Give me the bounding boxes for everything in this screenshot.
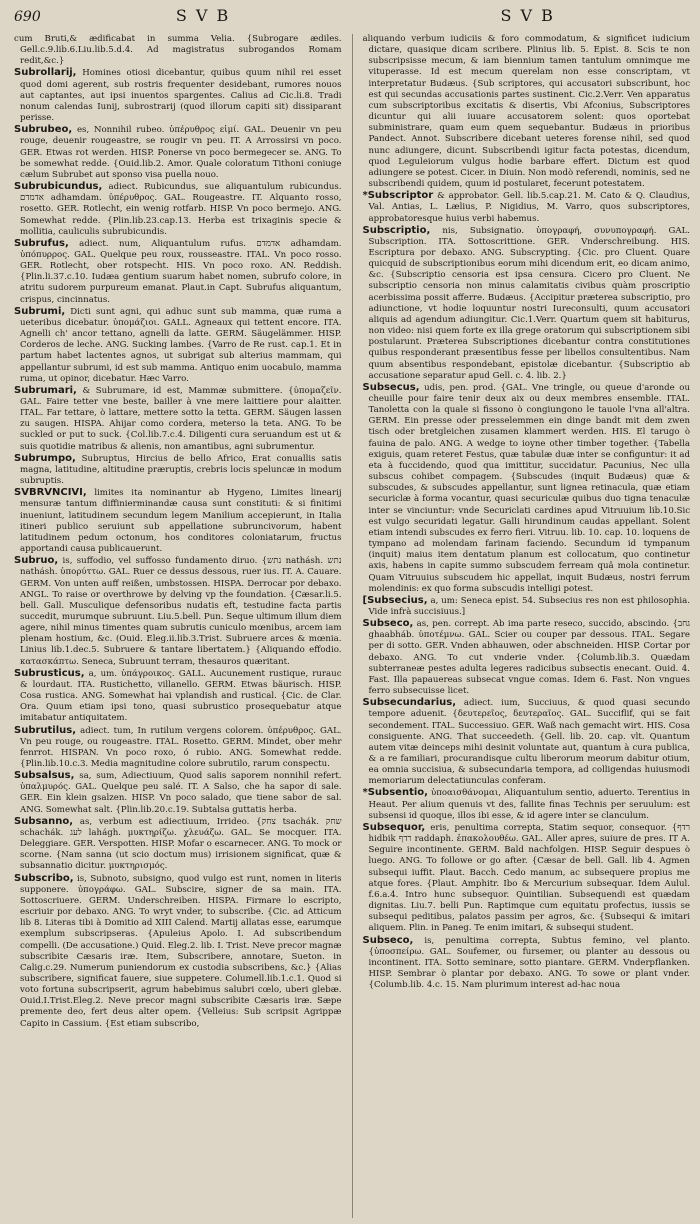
headword: Subrubicundus, [14,181,103,193]
dictionary-entry [14,34,342,67]
headword: SVBRVNCIVI, [14,487,87,499]
running-head-right: S V B [500,6,555,25]
headword: [Subsecius, [362,594,428,606]
headword: Subrumari, [14,384,77,396]
dictionary-entry [363,34,691,190]
dictionary-entry [363,595,691,618]
page-number: 690 [14,9,41,25]
dictionary-entry [363,618,691,697]
entry-text: as, pen. corrept. Ab ima parte reseco, succido, abscindo. {גחב ghaabháb. ὑποτέμνω. GAL. Scier ou couper par dessous. ITAL. Segare per di sotto. GER. Vnden abhauwen, oder abschneiden. HISP. Cortar por debaxo. ANG. To cut vnderie vnder. {Columb.lib.3. Quædam subterraneæ pestes adulta legeres radicibus subsectis enecant. Ouid. 4. Fast. Illa papauereas subsecat vngue comas. Idem 6. Fast. Non vngues ferro subsecuisse licet. [368,619,690,697]
entry-text: & Subrumare, id est, Mammæ submittere. {ὑπομαζεῖν. GAL. Faire tetter vne beste, bailler à vne mere laittiere pour alaitter. ITAL. Far tettare, ò lattare, mettere sotto la tetta. GERM. Säugen lassen zu saugen. HISPA. Ahijar como cordera, meterso la teta. ANG. To be suckled or put to suck. {Col.lib.7.c.4. Diligenti cura seruandum est ut & suis quotidie matribus & alienis, non amantibus, agni subrumentur. [20,385,342,452]
entry-text: eris, penultima correpta, Statim sequor, consequor. {רדף hidbik רדף raddaph. ἐπακολουθέω. GAL. Aller apres, suiure de pres. IT A. Seguire incontinente. GERM. Bald nachfolgen. HISP. Seguir despues ò luego. ANG. To followe or go after. {Cæsar de bell. Gall. lib 4. Agmen subsequi iuffit. Plaut. Bacch. Cedo manum, ac subsequere propius me atque fores. {Plaut. Amphitr. Ibo & Mercurium subsequar. Idem Aulul. f.6.a.4. Intro hunc subsequor. Quintilian. Subsequendi est quædam dignitas. Liu.7. belli Pun. Raptimque cum equitatu profectus, iussis se subsequi peditibus, palatos passim per agros, &c. {Subsequi & imitari aliquem. Plin. in Paneg. Te enim imitari, & subsequi student. [368,822,690,934]
headword: Subsalsus, [14,770,75,782]
headword: Subscribo, [14,872,74,884]
entry-text: cum Bruti,& ædificabat in summa Velia. {Subrogare ædiles. Gell.c.9.lib.6.Liu.lib.5.d.4. Ad magistratus subrogandos Romam redit,&c.} [14,34,342,67]
entry-text: a, um. ὑπάγροικος. GALL. Aucunement rustique, rurauc & lourdaut. ITA. Rustichetto, villanello. GERM. Etwas bäurisch. HISP. Cosa rustica. ANG. Somewhat hai vplandish and rustical. {Cic. de Clar. Ora. Quum etiam ipsi tono, quasi subrustico prosequebatur atque imitabatur antiquitatem. [20,668,342,724]
entry-text: aliquando verbum iudiciis & foro commodatum, & significet iudicium dictare, quasique dicam scribere. Plinius lib. 5. Epist. 8. Scis te non subscripsisse mecum, & iam biennium tamen tantulum omnimque me vituperasse. Id est mecum querelam non esse conscriptam, vt interpretatur Budæus. {Sub scriptores, qui accusatori subscribunt, hoc est qui secundas accusationis partes sustinent. Cic.2.Verr. Ven apparatus cum subscriptoribus excitatis & disertis, Vbi Afconius, Subscriptores dicuntur qui alii iuuare accusatorem solent: quos oportebat subministrare, quam eum quem sequebantur. Budæus in prioribus Pandect. Annot. Subscribere dicebant ueteres forense nihil, sed quod nunc adiungere, dicunt. Subscribendi igitur facta potestas, dicendum, quod Leguleiorum vulgus hodie barbare effert. Dictum est quod adiungere se potest. Cicer. in Diuin. Non modò referendi, nominis, sed ne subscribendi quidem, quum id postularet, fecerunt potestatem. [362,34,690,190]
dictionary-entry [363,787,691,821]
headword: Subsanno, [14,815,74,827]
headword: Subscriptio, [362,224,431,236]
right-column [363,34,691,1218]
entry-text: ὑποαισθάνομαι, Aliquantulum sentio, aduerto. Terentius in Heaut. Per alium quenuis vt des, fallite finas Technis per seruulum: est subsensi id quoque, illos ibi esse, & id agere inter se clanculum. [368,788,690,821]
headword: Subsequor, [362,821,426,833]
dictionary-entry [14,555,342,668]
entry-text: & approbator. Gell. lib.5.cap.21. M. Cato & Q. Claudius, Val. Antias, L. Lælius, P. Nigidius, M. Varro, quos subscriptores, approbatoresque huius verbi habemus. [368,191,690,224]
dictionary-entry [14,770,342,816]
headword: Subrusticus, [14,667,85,679]
text-columns [14,34,690,1218]
entry-text: Subruptus, Hircius de bello Africo, Erat conuallis satis magna, latitudine, altitudine præruptis, crebris locis speluncæ in modum subruptis. [20,453,342,487]
dictionary-entry [363,822,691,935]
dictionary-entry [14,453,342,487]
dictionary-entry [14,725,342,771]
entry-text: adiect. num, Aliquantulum rufus. אדמדם adhamdam. ὑπόπυρρος. GAL. Quelque peu roux, rousseastre. ITAL. Vn poco rosso. GER. Rotlecht, ober rotspecht. HIS. Vn poco roxo. AN. Reddish. {Plin.li.37.c.10. Iudæa gentium suarum habet nomen, subrufo colore, in atritu sudorem purpureum emanat. Plaut.in Capt. Subrufus aliquantum, crispus, cincinnatus. [20,238,342,305]
dictionary-entry [14,816,342,873]
entry-text: is, penultima correpta, Subtus femino, vel planto. {ὑποσπείρω. GAL. Soufemer, ou fursemer, ou planter au dessous ou incontinent. ITA. Sotto seminare, sotto piantare. GERM. Vnderpflanken. HISP. Sembrar ò plantar por debaxo. ANG. To sowe or plant vnder. {Columb.lib. 4.c. 15. Nam plurimum interest ad-hac noua [368,935,690,991]
entry-text: a, um: Seneca epist. 54. Subsecius res non est philosophia. Vide infrà succisiuus.] [368,595,690,617]
entry-text: adiect. tum, In rutilum vergens colorem. ὑπέρυθρος. GAL. Vn peu rouge, ou rougeastre. ITAL. Rosetto. GERM. Mindet, ober mehr fenrrot. HISPAN. Vn poco roxo, ó rubio. ANG. Somewhat redde. {Plin.lib.10.c.3. Media magnitudine colore subrutilo, rarum conspectu. [20,725,342,769]
headword: Subseco, [362,934,414,946]
column-divider [352,34,353,1218]
headword: *Subsentio, [362,787,428,799]
dictionary-entry [14,306,342,385]
headword: Subrubeo, [14,124,73,136]
running-head-left: S V B [175,6,231,25]
entry-text: udis, pen. prod. {GAL. Vne tringle, ou queue d'aronde ou cheuille pour faire tenir deux aix ou deux membres ensemble. ITAL. Tanoletta con la quale si fissono ò congiungono le tauole l'vna all'altra. GERM. Ein presse oder presselemmen ein dinge bandt mit dem zwen tisch oder bretgleichen zusamen klammert werden. HIS. El tarugo ò fauina de palo. ANG. A wedge to ioyne other timber together. {Tabella exiguis, quam reteret Festus, quæ tabulæ duæ inter se configuntur: it ad eta à fuccidendo, quod qua imittitur, succidatur. Pacunius, Nec ulla subscus cohibet compagem. {Subscudes (inquit Budæus) quæ & subscudes, & subscudes appellantur, sunt lignea retinacula, quæ etiam securiclæ à forma vocantur, quasi securiculæ quibus duo tigna tenaculæ inter se vinciuntur: vnde Securiclati cardines apud Vitruuium lib.10.Sic est vulgo securidati legatur. Galli hirundinum caudas appellant. Solent etiam intendi subscudes ex ferro fieri. Vitruu. lib. 10. cap. 10. loquens de tympano ad molendam farinam faciendo. Secundum id tympanum (inquit) maius item dentatum planum est collocatum, quo continetur axis, habens in capite summo subscudem ferream quâ mola continetur. Quam Vitruuius subscudem hic appellat, inquit Budæus, nostri ferrum molendinis: ex quo forma subscudis intelligi potest. [368,382,690,594]
running-header [14,6,690,34]
dictionary-entry [14,668,342,725]
dictionary-entry [14,181,342,238]
entry-text: is, Subnoto, subsigno, quod vulgo est runt, nomen in literis supponere. ὑπογράφω. GAL. Subscire, signer de sa main. ITA. Sottoscriuere. GERM. Underschreiben. HISPA. Firmare lo escripto, escriuir por debaxo. ANG. To wryt vnder, to subscribe. {Cic. ad Atticum lib 8. Literas tibi à Domitio ad XIII Calend. Martij allatas esse, earumque exemplum subscripseras. {Apuleius Apolo. I. Ad subscribendum compelli. (De accusatione.) Quid. Eleg.2. lib. I. Trist. Neve precor magnæ subscribite Cæsaris iræ. Item, Subscribere, annotare, Sueton. in Calig.c.29. Numerum puniendorum ex custodia subscribens, &c.} {Alias subscribere, significat fauere, siue suppetere. Columell.lib.1.c.1. Quod si voto fortuna subscripserit, agrum habebimus salubri cœlo, uberi glebæ. Ouid.I.Trist.Eleg.2. Neve precor magni subscribite Cæsaris iræ. Sæpe premente deo, fert deus alter opem. {Velleius: Sub scripsit Agrippæ Capito in Cassium. {Est etiam subscribo, [20,873,342,1029]
entry-text: Homines otiosi dicebantur, quibus quum nihil rei esset quod domi agerent, sub rostris frequenter desidebant, rumores nouos aut captantes, aut ipsi inuentos spargentes. Calius ad Cic.li.8. Tradi nonum calendas Iunij, subrostrarij (quod illorum capiti sit) dissiparant perisse. [20,68,342,124]
headword: Subsecus, [362,381,420,393]
dictionary-entry [14,238,342,306]
headword: Subsecundarius, [362,697,457,709]
dictionary-entry [363,225,691,382]
dictionary-entry [363,382,691,595]
dictionary-entry [14,124,342,181]
headword: Subrollarij, [14,67,77,79]
headword: Subrumpo, [14,452,76,464]
entry-text: sa, sum, Adiectiuum, Quod salis saporem nonnihil refert. ὑπαλμυρός. GAL. Quelque peu salé. IT. A Salso, che ha sapor di sale. GER. Ein klein gsalzen. HISP. Vn poco salado, que tiene sabor de sal. ANG. Somewhat salt. {Plin.lib.20.c.19. Subtalsa guttatis herba. [20,771,342,815]
dictionary-entry [14,487,342,555]
dictionary-entry [363,697,691,787]
headword: Subseco, [362,618,414,630]
headword: Subruo, [14,555,59,567]
entry-text: as, verbum est adiectiuum, Irrideo. {צחק tsachák. שחק schachák. לעג lahágh. μυκτηρίζω. χλευάζω. GAL. Se mocquer. ITA. Deleggiare. GER. Verspotten. HISP. Mofar o escarnecer. ANG. To mock or scorne. {Nam sanna (ut scio doctum mus) irrisionem significat, quæ & subsannatio dicitur. μυκτηρισμός. [20,816,342,872]
entry-text: es, Nonnihil rubeo. ὑπέρυθρος εἰμί. GAL. Deuenir vn peu rouge, deuenir rougeastre, se rougir vn peu. IT. A Arrossirsi vn poco. GER. Etwas rot werden. HISP. Ponerse vn poco bermegecer se. ANG. To be somewhat redde. {Ouid.lib.2. Amor. Quale coloratum Tithoni coniuge cælum Subrubet aut sponso visa puella nouo. [20,125,342,180]
dictionary-entry [14,873,342,1030]
entry-text: limites ita nominantur ab Hygeno, Limites linearij mensuræ tantum diffinierminandæ causa sunt constituti: & si finitimi inueniunt, latitudinem secundum legem Manilium accepierunt, in Italia itineri publico seruiunt sub appellatione subruncivorum, habent latitudinem pedum octonum, hos conditores coloniatarum, fructus apportandi causa publicauerunt. [20,488,342,555]
entry-text: is, suffodio, vel suffosso fundamento diruo. {נתש nathásh. נתש nathásh. ὑπορύττω. GAL. Ruer ce dessus dessous, ruer ius. IT. A. Cauare. GERM. Von unten auff reißen, umbstossen. HISPA. Derrocar por debaxo. ANGL. To raise or overthrowe by delving vp the foundation. {Cæsar.li.5. bell. Gall. Musculique defensoribus nudatis eft, testudine facta partis succedit, murumque subruunt. Liu.5.bell. Pun. Seque ultimum illum diem agere, nihil minus timentes quam subrutis cuniculo mœnibus, arcem iam plenam hostium, &c. (Ouid. Eleg.ii.lib.3.Trist. Subruere arces & mœnia. Linius lib.1.dec.5. Subruere & tantare libertatem.} {Aliquando effodio. κατασκάπτω. Seneca, Subruunt terram, thesauros quæritant. [20,556,342,667]
entry-text: nis, Subsignatio. ὑπογραφή, συνυπογραφή. GAL. Subscription. ITA. Sottoscrittione. GER. Vnderschreibung. HIS. Escriptura por debaxo. ANG. Subscrypting. {Cic. pro Cluent. Quare quicquid de subscriptionibus eorum mihi dicendum erit, eo dicam animo, &c. {Subscriptio censoria est ipsa censura. Cicero pro Cluent. Ne subscriptio censoria non minus calamitatis civibus quàm proscriptio acerbissima possit afferre. Budæus. {Accipitur præterea subscriptio, pro adiunctione, vt hodie loquuntur nostri Iureconsulti, quum accusatori aliquis ad agendum adiungitur. Cic.1.Verr. Quartum quem sit habiturus, non video: nisi quem forte ex illa grege oratorum qui subscriptionem sibi postularunt. Præterea Subscriptiones dicebantur contra constitutiones quibus responderant præsentibus fesse per libellos consultentibus. Nam quum absentibus respondebant, epistolæ dicebantur. {Subscriptio ab accusatione separatur apud Gell. c. 4. lib. 2.} [368,225,690,381]
entry-text: Dicti sunt agni, qui adhuc sunt sub mamma, quæ ruma a ueteribus dicebatur. ὑπομάζιοι. GALL. Agneaux qui tettent encore. ITA. Agnelli ch' ancor tettano, agnelli da latte. GERM. Säugelämmer. HISP. Corderos de leche. ANG. Sucking lambes. {Varro de Re rust. cap.1. Et in partum habet lactentes agnos, ut subrigat sub alterius mammam, qui appellantur subrumi, id est sub mamma. Antiquo enim uocabulo, mamma ruma, ut opinor, dicebatur. Hæc Varro. [20,306,342,384]
left-column [14,34,342,1218]
entry-text: adiect. ium, Succiuus, & quod quasi secundo tempore aduenit. {δευτερεῖος, δευτεραῖος. GAL. Succiflif, qui se fait secondement. ITAL. Successiuo. GER. Waß nach gemacht wirt. HIS. Cosa consiguente. ANG. That succeedeth. {Gell. lib. 20. cap. vlt. Quantum autem vitæ deinceps mihi desinit voluntate aut, quantum à cura publica, & a re familiari, procurandisque cultu liberorum meorum dabitur otium, ea omnia succisiua, & subsecundaria tempora, ad colligendas huiusmodi memoriarum delectatiunculas conferam. [368,698,690,787]
dictionary-entry [14,385,342,453]
headword: Subrutilus, [14,724,77,736]
dictionary-entry [14,67,342,124]
dictionary-entry [363,190,691,224]
entry-text: adiect. Rubicundus, sue aliquantulum rubicundus. אדמדם adhamdam. ὑπέρυθρος. GAL. Rougeastre. IT. Alquanto rosso, rosetto. GER. Rotlecht, ein wenig rotfarb. HISP. Vn poco bermejo. ANG. Somewhat redde. {Plin.lib.23.cap.13. Herba est trixaginis specie & mollitia, cauliculis subrubicundis. [20,182,342,237]
headword: *Subscriptor [362,190,434,202]
dictionary-entry [363,935,691,992]
headword: Subrumi, [14,305,66,317]
headword: Subrufus, [14,237,69,249]
